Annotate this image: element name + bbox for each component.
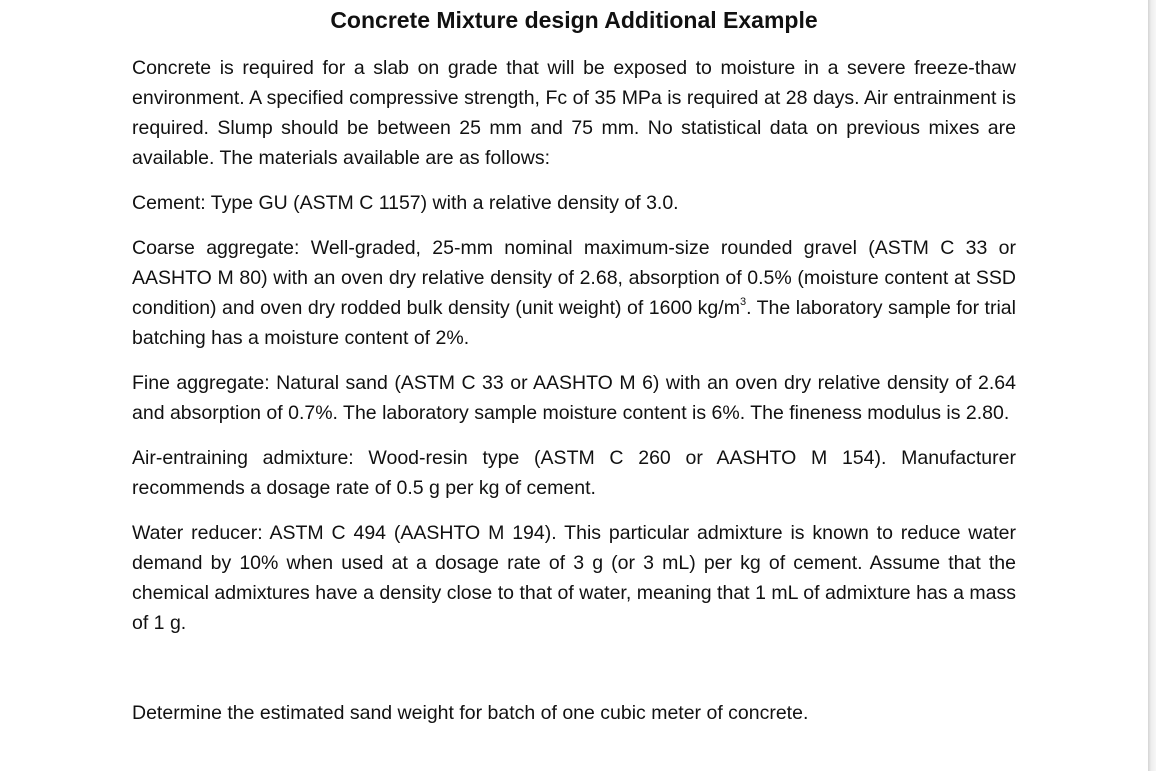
coarse-aggregate-text-tail: . The laboratory sample for trial batching has a moisture content of 2%. — [132, 297, 1016, 349]
cubic-superscript: 3 — [739, 296, 747, 308]
coarse-aggregate-paragraph — [132, 233, 1016, 353]
page-edge-scroll-margin — [1148, 0, 1156, 771]
document-body — [132, 53, 1016, 743]
fine-aggregate-paragraph: Fine aggregate: Natural sand (ASTM C 33 or AASHTO M 6) with an oven dry relative density of 2.64 and absorption of 0.7%. The laboratory sample moisture content is 6%. The fineness modulus is 2.80. — [132, 372, 1016, 424]
coarse-aggregate-text: Coarse aggregate: Well-graded, 25-mm nominal maximum-size rounded gravel (ASTM C 33 or AASHTO M 80) with an oven dry relative density of 2.68, absorption of 0.5% (moisture content at SSD condition) and oven dry rodded bulk density (unit weight) of 1600 kg/m — [132, 237, 1016, 319]
question-paragraph: Determine the estimated sand weight for batch of one cubic meter of concrete. — [132, 702, 809, 724]
cement-paragraph: Cement: Type GU (ASTM C 1157) with a relative density of 3.0. — [132, 192, 679, 214]
document-title: Concrete Mixture design Additional Example — [330, 7, 818, 33]
intro-paragraph: Concrete is required for a slab on grade that will be exposed to moisture in a severe freeze-thaw environment. A specified compressive strength, Fc of 35 MPa is required at 28 days. Air entrainment is required. Slump should be between 25 mm and 75 mm. No statistical data on previous mixes are available. The materials available are as follows: — [132, 57, 1016, 169]
air-entraining-paragraph: Air-entraining admixture: Wood-resin type (ASTM C 260 or AASHTO M 154). Manufacturer recommends a dosage rate of 0.5 g per kg of cement. — [132, 447, 1016, 499]
water-reducer-paragraph: Water reducer: ASTM C 494 (AASHTO M 194). This particular admixture is known to reduce water demand by 10% when used at a dosage rate of 3 g (or 3 mL) per kg of cement. Assume that the chemical admixtures have a density close to that of water, meaning that 1 mL of admixture has a mass of 1 g. — [132, 522, 1016, 634]
